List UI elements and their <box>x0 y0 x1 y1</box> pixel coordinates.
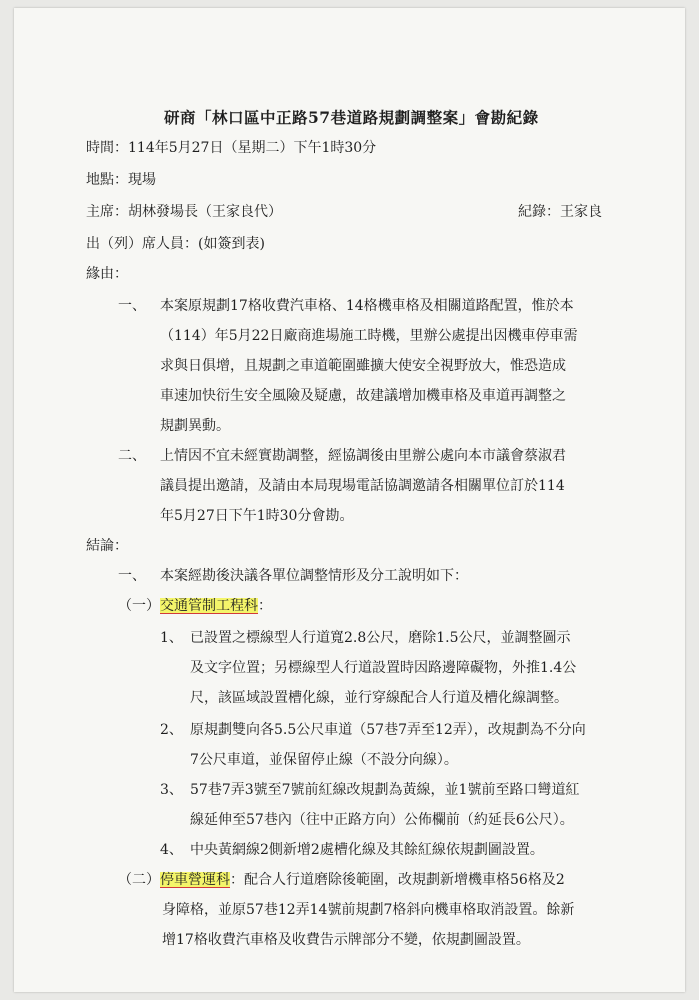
meeting-time: 時間：114年5月27日（星期二）下午1時30分 <box>86 140 377 156</box>
section-number: （一） <box>118 598 160 614</box>
subitem-text: 尺，該區域設置槽化線，並行穿線配合人行道及槽化線調整。 <box>190 690 568 706</box>
meeting-chair: 主席：胡林發場長（王家良代） <box>86 204 282 220</box>
meeting-attendees: 出（列）席人員：(如簽到表) <box>86 236 265 252</box>
subitem-text: 57巷7弄3號至7號前紅線改規劃為黃線，並1號前至路口彎道紅 <box>190 782 580 798</box>
subitem-number: 3、 <box>160 782 183 798</box>
section-text: 增17格收費汽車格及收費告示牌部分不變，依規劃圖設置。 <box>162 932 530 948</box>
subitem-text: 及文字位置；另標線型人行道設置時因路邊障礙物，外推1.4公 <box>190 660 577 676</box>
subitem-text: 已設置之標線型人行道寬2.8公尺，磨除1.5公尺，並調整圖示 <box>190 630 571 646</box>
section-parking-operations <box>118 870 565 890</box>
section-traffic-control <box>118 596 272 616</box>
subitem-number: 1、 <box>160 630 183 646</box>
section-text: ：配合人行道磨除後範圍，改規劃新增機車格56格及2 <box>230 872 565 888</box>
department-name-highlight: 交通管制工程科 <box>160 598 258 614</box>
meeting-place: 地點：現場 <box>86 172 156 188</box>
background-item-number: 一、 <box>118 298 146 314</box>
department-name-highlight: 停車營運科 <box>160 872 230 888</box>
section-text: 身障格，並原57巷12弄14號前規劃7格斜向機車格取消設置。餘新 <box>162 902 575 918</box>
background-item-text: 本案原規劃17格收費汽車格、14格機車格及相關道路配置，惟於本 <box>160 298 574 314</box>
background-heading: 緣由： <box>86 266 128 282</box>
background-item-text: 求與日俱增，且規劃之車道範圍雖擴大使安全視野放大，惟恐造成 <box>160 358 566 374</box>
conclusion-intro: 本案經勘後決議各單位調整情形及分工說明如下： <box>160 568 468 584</box>
background-item-number: 二、 <box>118 448 146 464</box>
subitem-text: 原規劃雙向各5.5公尺車道（57巷7弄至12弄），改規劃為不分向 <box>190 722 586 738</box>
conclusion-item-number: 一、 <box>118 568 146 584</box>
background-item-text: 年5月27日下午1時30分會勘。 <box>160 508 354 524</box>
subitem-number: 2、 <box>160 722 183 738</box>
section-number: （二） <box>118 872 160 888</box>
background-item-text: 上情因不宜未經實勘調整，經協調後由里辦公處向本市議會蔡淑君 <box>160 448 566 464</box>
document-page <box>14 8 685 992</box>
subitem-text: 7公尺車道，並保留停止線（不設分向線）。 <box>190 752 458 768</box>
background-item-text: 車速加快衍生安全風險及疑慮，故建議增加機車格及車道再調整之 <box>160 388 566 404</box>
subitem-text: 中央黃網線2側新增2處槽化線及其餘紅線依規劃圖設置。 <box>190 842 544 858</box>
subitem-text: 線延伸至57巷內（往中正路方向）公佈欄前（約延長6公尺）。 <box>190 812 574 828</box>
section-colon: ： <box>258 598 272 614</box>
background-item-text: 議員提出邀請，及請由本局現場電話協調邀請各相關單位訂於114 <box>160 478 565 494</box>
subitem-number: 4、 <box>160 842 183 858</box>
document-title: 研商「林口區中正路57巷道路規劃調整案」會勘紀錄 <box>164 108 539 127</box>
background-item-text: 規劃異動。 <box>160 418 230 434</box>
meeting-recorder: 紀錄：王家良 <box>518 204 602 220</box>
background-item-text: （114）年5月22日廠商進場施工時機，里辦公處提出因機車停車需 <box>160 328 578 344</box>
conclusion-heading: 結論： <box>86 538 128 554</box>
